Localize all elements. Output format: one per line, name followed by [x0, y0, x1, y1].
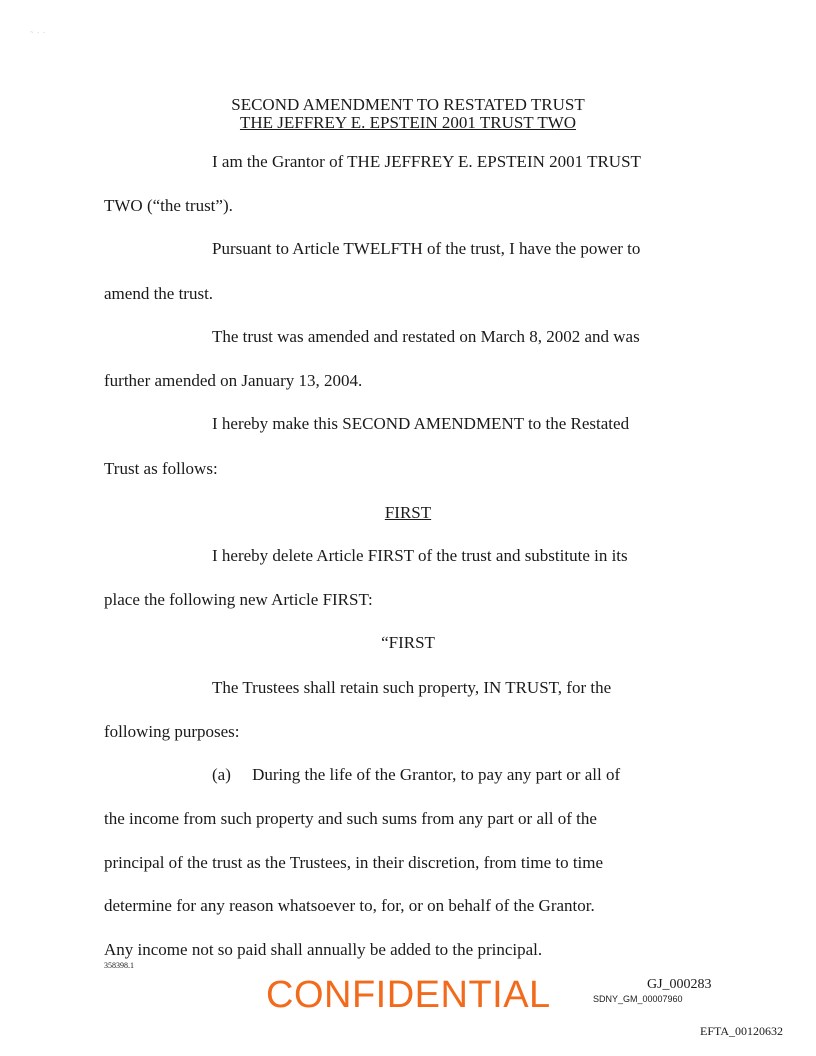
paragraph-line: I am the Grantor of THE JEFFREY E. EPSTEIN 2001 TRUST [212, 152, 641, 171]
paragraph-line: Pursuant to Article TWELFTH of the trust, I have the power to [212, 239, 641, 258]
paragraph-line: place the following new Article FIRST: [104, 590, 373, 609]
quoted-heading-first: “FIRST [381, 633, 435, 652]
bates-number-efta: EFTA_00120632 [700, 1024, 784, 1038]
bates-number-sdny: SDNY_GM_00007960 [593, 994, 683, 1004]
paragraph-line: TWO (“the trust”). [104, 196, 233, 215]
scan-artifact: ~ - - [30, 30, 46, 36]
document-number: 358398.1 [104, 961, 134, 970]
section-heading-first: FIRST [384, 503, 432, 522]
paragraph-line: The trust was amended and restated on March 8, 2002 and was [212, 327, 640, 346]
paragraph-line: following purposes: [104, 722, 240, 741]
paragraph-line: Any income not so paid shall annually be added to the principal. [104, 940, 543, 959]
paragraph-line: amend the trust. [104, 284, 214, 303]
paragraph-line: The Trustees shall retain such property, IN TRUST, for the [212, 678, 612, 697]
document-title: SECOND AMENDMENT TO RESTATED TRUST [231, 95, 585, 114]
paragraph-line: principal of the trust as the Trustees, in their discretion, from time to time [104, 853, 604, 872]
confidential-stamp: CONFIDENTIAL [266, 974, 551, 1016]
paragraph-line: (a) During the life of the Grantor, to pay any part or all of [212, 765, 621, 784]
paragraph-line: determine for any reason whatsoever to, for, or on behalf of the Grantor. [104, 896, 595, 915]
paragraph-line: further amended on January 13, 2004. [104, 371, 363, 390]
paragraph-line: I hereby delete Article FIRST of the trust and substitute in its [212, 546, 628, 565]
paragraph-line: I hereby make this SECOND AMENDMENT to the Restated [212, 414, 630, 433]
paragraph-line: the income from such property and such sums from any part or all of the [104, 809, 597, 828]
paragraph-line: Trust as follows: [104, 459, 218, 478]
bates-number-gj: GJ_000283 [647, 977, 712, 992]
document-subtitle: THE JEFFREY E. EPSTEIN 2001 TRUST TWO [239, 113, 577, 132]
